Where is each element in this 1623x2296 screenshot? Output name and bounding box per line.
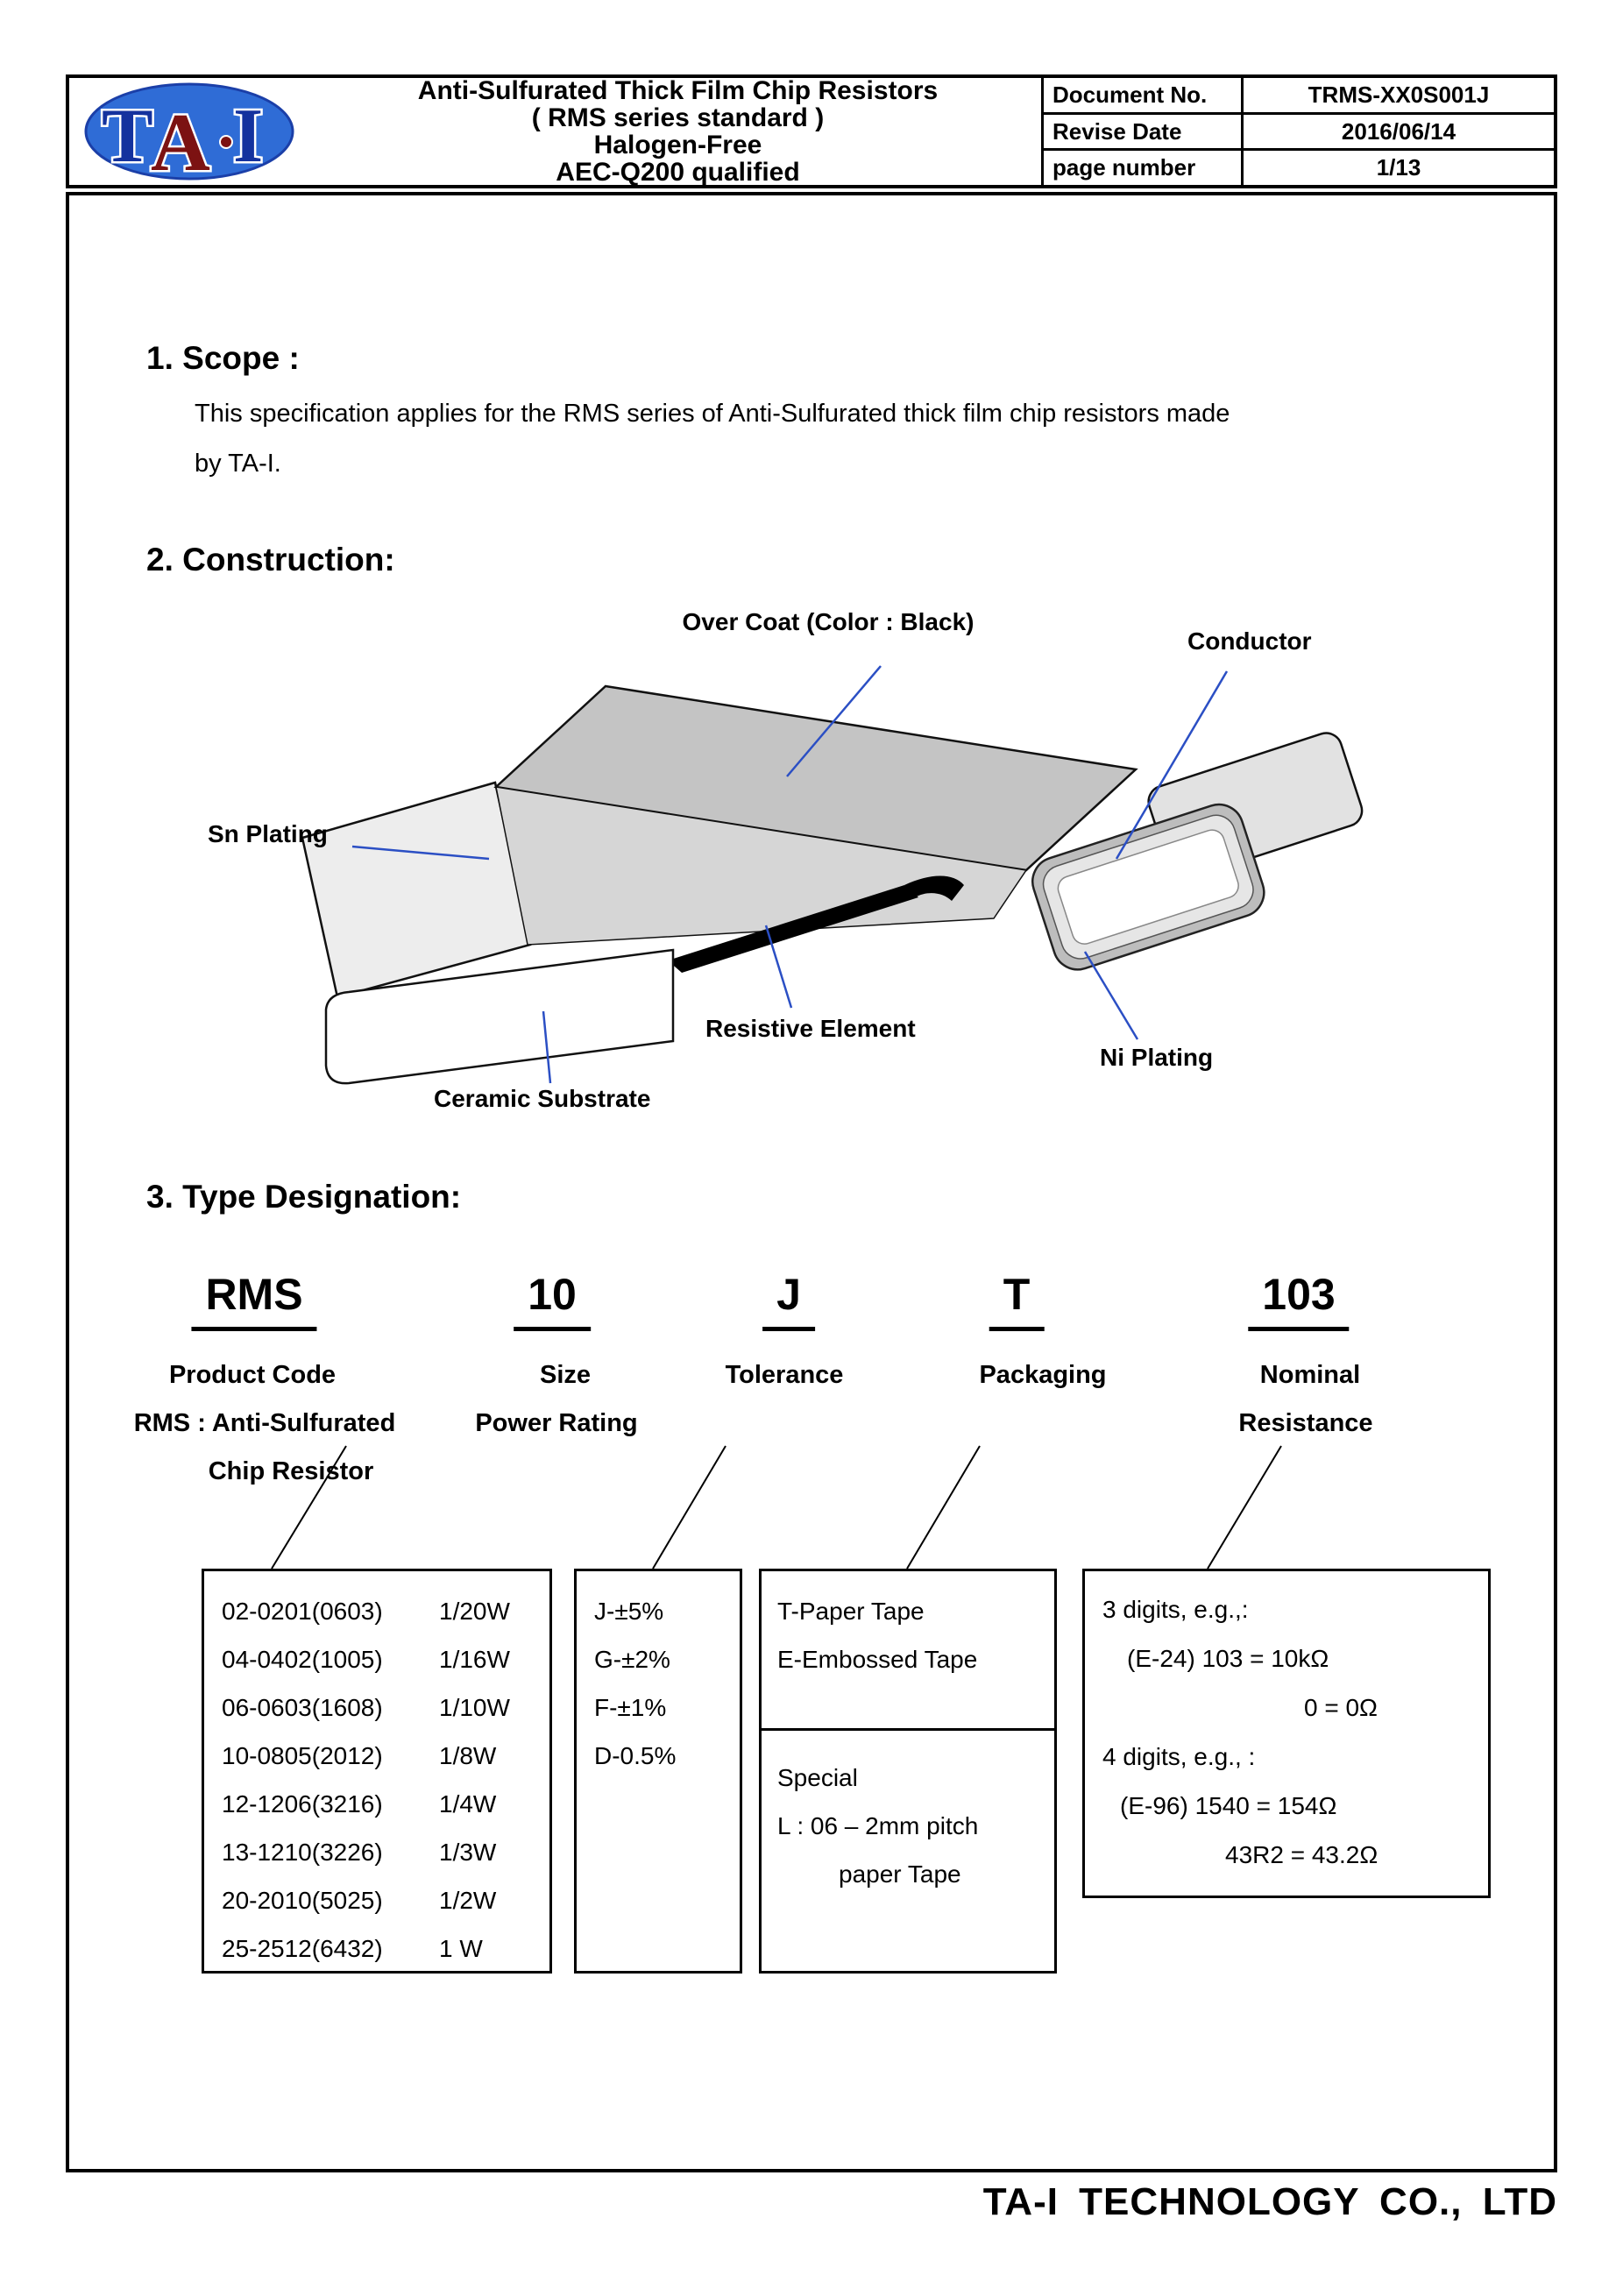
header (66, 74, 1557, 188)
ceramic-substrate-label: Ceramic Substrate (434, 1085, 651, 1112)
label-nominal: Nominal (1259, 1361, 1361, 1389)
code-resistance: 103 (1248, 1269, 1349, 1331)
packaging-item: E-Embossed Tape (777, 1645, 978, 1673)
power-value: 1/8W (439, 1741, 497, 1769)
revise-date-value: 2016/06/14 (1341, 117, 1456, 145)
table-row (204, 1732, 549, 1780)
company-logo (69, 78, 315, 185)
label-packaging: Packaging (979, 1361, 1107, 1389)
size-code: 06-0603(1608) (222, 1693, 383, 1721)
table-row (204, 1876, 549, 1924)
power-value: 1/20W (439, 1597, 510, 1625)
table-row (204, 1635, 549, 1683)
ni-plating-leader-line (1085, 952, 1138, 1039)
scope-text-line2: by TA-I. (195, 450, 281, 478)
logo-dot (220, 136, 232, 148)
size-code: 02-0201(0603) (222, 1597, 383, 1625)
packaging-standard-section (762, 1571, 1054, 1728)
logo-letter-a: A (151, 97, 210, 181)
power-value: 1/2W (439, 1886, 497, 1914)
packaging-item: T-Paper Tape (777, 1597, 925, 1625)
chip-resistor-drawing (128, 603, 1407, 1164)
packaging-special-item: L : 06 – 2mm pitch (777, 1811, 979, 1839)
tolerance-table (574, 1569, 742, 1974)
resistive-element-label: Resistive Element (705, 1015, 916, 1042)
type-designation-heading: 3. Type Designation: (146, 1179, 462, 1215)
scope-heading: 1. Scope : (146, 340, 300, 376)
logo-letter-i: I (233, 94, 264, 179)
code-product: RMS (191, 1269, 316, 1331)
nominal-resistance-table (1082, 1569, 1491, 1898)
label-product-code: Product Code (168, 1361, 337, 1389)
tolerance-item: G-±2% (594, 1645, 670, 1673)
packaging-special-item: Special (777, 1763, 858, 1791)
page-number-value: 1/13 (1376, 154, 1421, 181)
construction-diagram (128, 603, 1407, 1164)
tolerance-item: D-0.5% (594, 1741, 677, 1769)
packaging-special-item: paper Tape (839, 1860, 961, 1888)
size-power-table (202, 1569, 552, 1974)
sn-plating-face (302, 783, 530, 997)
label-tolerance: Tolerance (725, 1361, 844, 1389)
doc-number-label: Document No. (1044, 78, 1244, 112)
nominal-line: 4 digits, e.g., : (1102, 1743, 1256, 1770)
doc-info-row (1044, 115, 1554, 152)
label-resistance: Resistance (1238, 1409, 1373, 1437)
ni-plating-label: Ni Plating (1100, 1044, 1214, 1071)
power-value: 1/3W (439, 1838, 497, 1866)
tolerance-pointer-line (653, 1446, 726, 1569)
size-code: 20-2010(5025) (222, 1886, 383, 1914)
scope-text-line1: This specification applies for the RMS series of Anti-Sulfurated thick film chip resistors made (195, 400, 1230, 428)
construction-heading: 2. Construction: (146, 542, 395, 578)
tolerance-item: F-±1% (594, 1693, 667, 1721)
packaging-table (759, 1569, 1057, 1974)
table-row (204, 1828, 549, 1876)
power-value: 1/16W (439, 1645, 510, 1673)
size-code: 13-1210(3226) (222, 1838, 383, 1866)
size-code: 10-0805(2012) (222, 1741, 383, 1769)
doc-info-row (1044, 78, 1554, 115)
table-row (204, 1780, 549, 1828)
code-size: 10 (514, 1269, 591, 1331)
title-line-2: ( RMS series standard ) (531, 103, 825, 132)
label-power-rating: Power Rating (475, 1409, 638, 1437)
doc-info-table (1041, 78, 1554, 185)
table-row (204, 1587, 549, 1635)
size-pointer-line (272, 1446, 346, 1569)
tolerance-item: J-±5% (594, 1597, 664, 1625)
title-line-4: AEC-Q200 qualified (556, 158, 800, 187)
power-value: 1/10W (439, 1693, 510, 1721)
nominal-line: 0 = 0Ω (1304, 1694, 1378, 1721)
overcoat-label: Over Coat (Color : Black) (682, 608, 975, 635)
company-footer: TA-I TECHNOLOGY CO., LTD (982, 2180, 1557, 2223)
nominal-pointer-line (1208, 1446, 1281, 1569)
title-line-1: Anti-Sulfurated Thick Film Chip Resistors (417, 76, 939, 105)
page-number-label: page number (1044, 151, 1244, 185)
revise-date-label: Revise Date (1044, 115, 1244, 149)
tai-logo-icon (82, 82, 301, 181)
packaging-special-section (762, 1731, 1054, 1898)
document-title (315, 78, 1041, 185)
label-size: Size (539, 1361, 592, 1389)
doc-number-value: TRMS-XX0S001J (1308, 81, 1490, 108)
title-line-3: Halogen-Free (593, 131, 762, 159)
table-row (204, 1924, 549, 1973)
label-product-line3: Chip Resistor (208, 1457, 374, 1485)
size-code: 04-0402(1005) (222, 1645, 383, 1673)
sn-plating-label: Sn Plating (208, 820, 328, 847)
code-packaging: T (989, 1269, 1045, 1331)
power-value: 1 W (439, 1934, 483, 1962)
nominal-line: (E-24) 103 = 10kΩ (1127, 1645, 1329, 1672)
packaging-pointer-line (907, 1446, 980, 1569)
conductor-label: Conductor (1187, 627, 1312, 655)
pointer-lines (69, 1431, 1554, 1576)
logo-letter-t: T (102, 94, 153, 179)
size-code: 25-2512(6432) (222, 1934, 383, 1962)
power-value: 1/4W (439, 1789, 497, 1818)
nominal-line: (E-96) 1540 = 154Ω (1120, 1792, 1337, 1819)
nominal-line: 3 digits, e.g.,: (1102, 1596, 1249, 1623)
table-row (204, 1683, 549, 1732)
label-product-line2: RMS : Anti-Sulfurated (133, 1409, 396, 1437)
main-content (66, 192, 1557, 2172)
size-code: 12-1206(3216) (222, 1789, 383, 1818)
doc-info-row (1044, 151, 1554, 185)
code-tolerance: J (762, 1269, 815, 1331)
nominal-line: 43R2 = 43.2Ω (1225, 1841, 1378, 1868)
